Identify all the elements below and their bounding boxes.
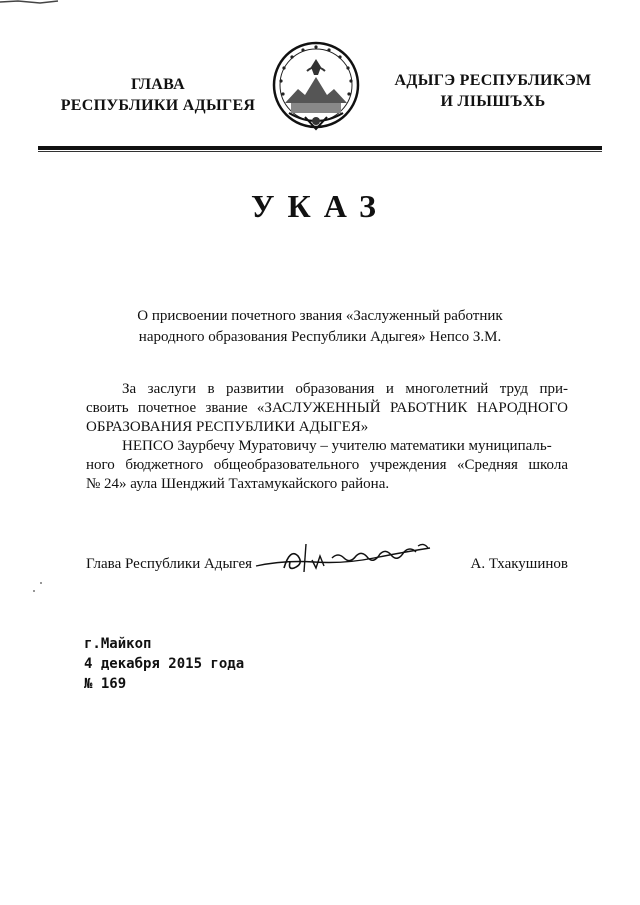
header-left-line1: ГЛАВА (131, 76, 185, 93)
signature-row (86, 556, 568, 580)
scan-speck (33, 590, 35, 592)
document-subject (120, 306, 520, 348)
body-line: № 24» аула Шенджий Тахтамукайского района. (86, 476, 390, 492)
header-rule-thin (38, 151, 602, 152)
header-left-line2: РЕСПУБЛИКИ АДЫГЕЯ (60, 97, 256, 114)
handwritten-signature (254, 538, 434, 574)
header-left (38, 74, 278, 116)
body-line: ОБРАЗОВАНИЯ РЕСПУБЛИКИ АДЫГЕЯ» (86, 419, 369, 435)
subject-line: О присвоении почетного звания «Заслуженный работник (137, 308, 503, 324)
subject-line: народного образования Республики Адыгея» Непсо З.М. (138, 329, 502, 345)
body-line: ного бюджетного общеобразовательного учреждения «Средняя школа (86, 457, 568, 473)
header-right (386, 70, 600, 112)
document-footer (84, 634, 244, 694)
document-body (86, 380, 568, 494)
footer-date: 4 декабря 2015 года (84, 656, 245, 672)
signatory-name: А. Тхакушинов (470, 556, 568, 572)
header-right-line2: И ЛІЫШЪХЬ (440, 93, 546, 110)
header-rule-thick (38, 146, 602, 150)
body-line: своить почетное звание «ЗАСЛУЖЕННЫЙ РАБОТНИК НАРОДНОГО (86, 400, 568, 416)
body-line: За заслуги в развитии образования и многолетний труд при- (122, 381, 568, 397)
header-right-line1: АДЫГЭ РЕСПУБЛИКЭМ (394, 72, 592, 89)
footer-number: № 169 (84, 676, 127, 692)
signatory-position: Глава Республики Адыгея (86, 556, 253, 572)
scan-artifact (0, 0, 60, 6)
document-title: УКАЗ (251, 188, 389, 224)
republic-coat-of-arms-icon (271, 37, 361, 137)
scan-speck (40, 582, 42, 584)
body-line: НЕПСО Заурбечу Муратовичу – учителю математики муниципаль- (122, 438, 552, 454)
footer-city: г.Майкоп (84, 636, 152, 652)
